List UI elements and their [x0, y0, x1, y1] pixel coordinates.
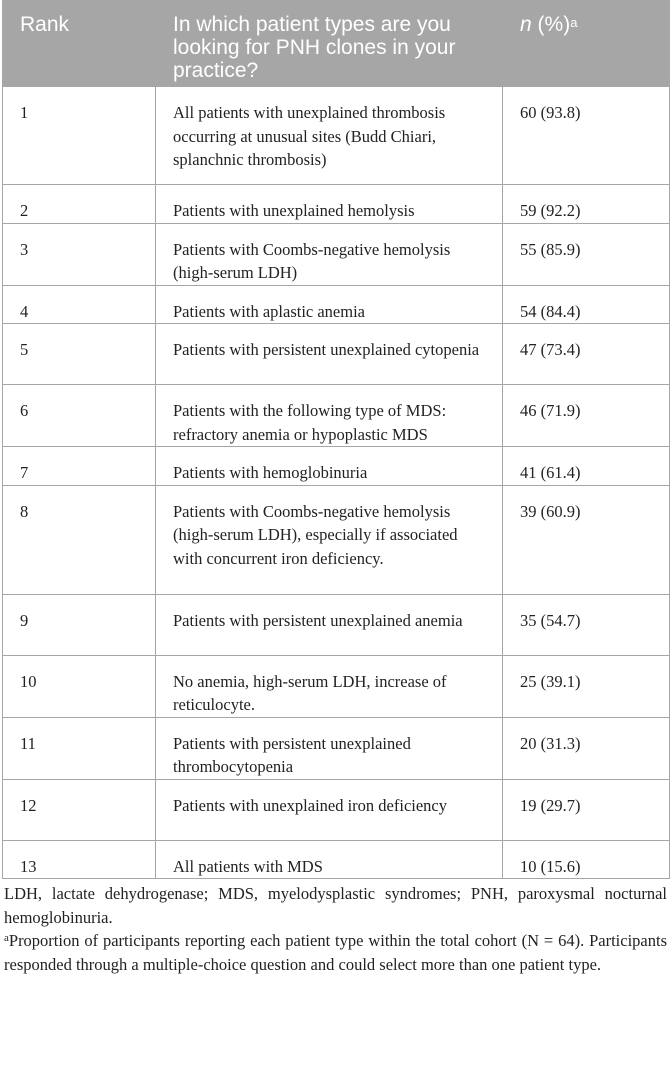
table-row: [3, 385, 670, 447]
patient-type-cell: All patients with MDS: [156, 840, 503, 879]
rank-cell: 4: [3, 285, 156, 324]
table-row: [3, 447, 670, 486]
table-row: [3, 285, 670, 324]
footnote-a-marker: a: [4, 932, 9, 944]
rank-cell: 7: [3, 447, 156, 486]
patient-type-cell: Patients with persistent unexplained anemia: [156, 594, 503, 655]
table-row: [3, 655, 670, 717]
value-cell: 60 (93.8): [503, 87, 670, 185]
value-cell: 10 (15.6): [503, 840, 670, 879]
patient-type-cell: Patients with aplastic anemia: [156, 285, 503, 324]
value-cell: 20 (31.3): [503, 717, 670, 779]
patient-type-cell: Patients with hemoglobinuria: [156, 447, 503, 486]
header-question: In which patient types are you looking for PNH clones in your practice?: [156, 1, 503, 87]
rank-cell: 11: [3, 717, 156, 779]
table-row: [3, 717, 670, 779]
value-cell: 59 (92.2): [503, 185, 670, 224]
value-cell: 55 (85.9): [503, 223, 670, 285]
table-row: [3, 485, 670, 594]
value-cell: 39 (60.9): [503, 485, 670, 594]
rank-cell: 10: [3, 655, 156, 717]
patient-type-cell: No anemia, high-serum LDH, increase of reticulocyte.: [156, 655, 503, 717]
value-cell: 46 (71.9): [503, 385, 670, 447]
abbreviations-note: LDH, lactate dehydrogenase; MDS, myelodysplastic syndromes; PNH, paroxysmal nocturnal hemoglobinuria.: [4, 884, 667, 927]
patient-type-cell: Patients with unexplained hemolysis: [156, 185, 503, 224]
table-row: [3, 779, 670, 840]
patient-type-cell: Patients with Coombs-negative hemolysis (high-serum LDH): [156, 223, 503, 285]
header-n: n: [520, 13, 532, 36]
header-pct: (%): [531, 13, 571, 36]
header-n-percent: [503, 1, 670, 87]
header-sup: a: [570, 15, 578, 30]
rank-cell: 12: [3, 779, 156, 840]
patient-type-cell: Patients with Coombs-negative hemolysis (high-serum LDH), especially if associated with concurrent iron deficiency.: [156, 485, 503, 594]
header-rank: Rank: [3, 1, 156, 87]
table-row: [3, 87, 670, 185]
value-cell: 19 (29.7): [503, 779, 670, 840]
patient-type-cell: Patients with the following type of MDS: refractory anemia or hypoplastic MDS: [156, 385, 503, 447]
patient-type-cell: Patients with persistent unexplained thrombocytopenia: [156, 717, 503, 779]
value-cell: 25 (39.1): [503, 655, 670, 717]
rank-cell: 5: [3, 324, 156, 385]
patient-type-cell: Patients with unexplained iron deficiency: [156, 779, 503, 840]
rank-cell: 3: [3, 223, 156, 285]
header-row: [3, 1, 670, 87]
patient-type-cell: Patients with persistent unexplained cytopenia: [156, 324, 503, 385]
value-cell: 35 (54.7): [503, 594, 670, 655]
table-row: [3, 223, 670, 285]
footnote-a-text: Proportion of participants reporting each patient type within the total cohort (N = 64). Participants responded through a multiple-choice question and could select more than one patient type.: [4, 931, 667, 974]
value-cell: 41 (61.4): [503, 447, 670, 486]
rank-cell: 13: [3, 840, 156, 879]
value-cell: 47 (73.4): [503, 324, 670, 385]
rank-cell: 9: [3, 594, 156, 655]
table-footnotes: [2, 879, 669, 976]
rank-cell: 1: [3, 87, 156, 185]
rank-cell: 6: [3, 385, 156, 447]
table-row: [3, 594, 670, 655]
table-row: [3, 840, 670, 879]
footnote-a: [4, 929, 667, 976]
patient-type-cell: All patients with unexplained thrombosis occurring at unusual sites (Budd Chiari, splanchnic thrombosis): [156, 87, 503, 185]
table-row: [3, 324, 670, 385]
rank-cell: 2: [3, 185, 156, 224]
value-cell: 54 (84.4): [503, 285, 670, 324]
rank-cell: 8: [3, 485, 156, 594]
table-container: [2, 0, 669, 976]
results-table: [2, 0, 670, 879]
table-row: [3, 185, 670, 224]
